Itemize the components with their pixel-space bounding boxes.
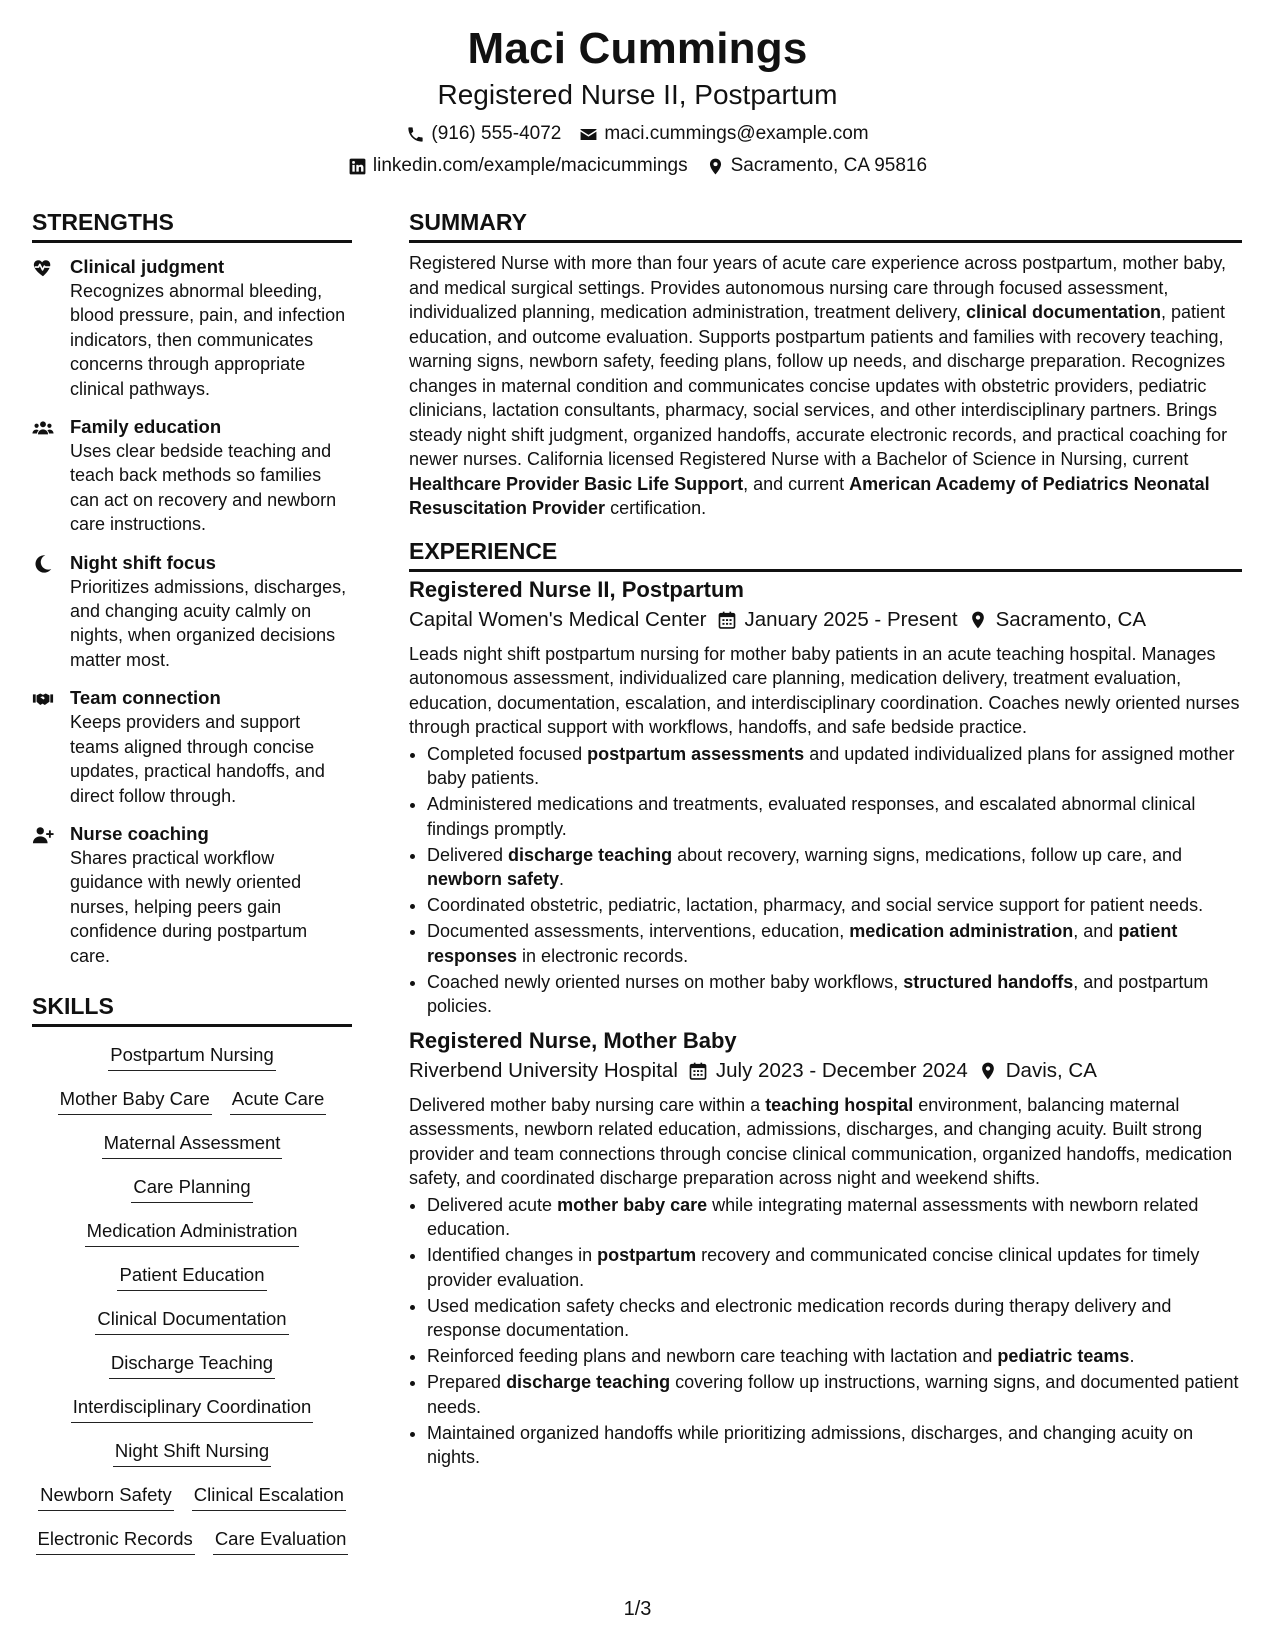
map-marker-icon: [706, 157, 725, 176]
strength-description: Shares practical workflow guidance with newly oriented nurses, helping peers gain confidence during postpartum care.: [70, 847, 308, 966]
job-location-text: Davis, CA: [1005, 1058, 1097, 1082]
text-segment: and updated individualized plans for assigned mother baby patients.: [427, 743, 1235, 788]
skill-row: [32, 1351, 352, 1379]
right-column: [409, 208, 1242, 1471]
text-segment: covering follow up instructions, warning signs, and documented patient needs.: [427, 1372, 1239, 1417]
strength-title: Team connection: [70, 687, 221, 709]
strength-icon-wrap: [32, 686, 70, 808]
calendar-icon: [717, 610, 737, 630]
linkedin-url[interactable]: linkedin.com/example/macicummings: [372, 155, 688, 176]
skill-tag: Discharge Teaching: [109, 1351, 275, 1379]
bold-text: discharge teaching: [506, 1372, 671, 1392]
left-column: [32, 208, 352, 1571]
strengths-list: [32, 255, 352, 968]
skill-tag: Night Shift Nursing: [113, 1439, 271, 1467]
job-entry: [409, 576, 1242, 1019]
experience-list: [409, 576, 1242, 1470]
candidate-name: Maci Cummings: [467, 24, 808, 73]
contact-row-2: [0, 154, 1275, 178]
bold-text: patient responses: [427, 921, 1178, 966]
text-segment: Completed focused: [427, 743, 588, 764]
strength-item: [32, 415, 352, 537]
text-segment: certification.: [605, 498, 707, 518]
bullet-item: [427, 919, 1242, 968]
text-segment: , patient education, and outcome evaluation. Supports postpartum patients and families with recovery teaching, warning signs, newborn safety, feeding plans, follow up needs, and discharge preparation. Recognizes changes in maternal condition and communicates concise updates with obstetric providers, pediatric clinicians, lactation consultants, pharmacy, social services, and other interdisciplinary partners. Brings steady night shift judgment, organized handoffs, accurate electronic records, and practical coaching for newer nurses. California licensed Registered Nurse with a Bachelor of Science in Nursing, current: [409, 302, 1228, 469]
candidate-title: Registered Nurse II, Postpartum: [437, 79, 838, 110]
bullet-item: [427, 742, 1242, 791]
bullet-item: [427, 1243, 1242, 1292]
strength-title: Night shift focus: [70, 551, 216, 573]
experience-heading: EXPERIENCE: [409, 537, 1242, 572]
phone-icon: [406, 125, 425, 144]
strength-icon-wrap: [32, 255, 70, 401]
bold-text: mother baby care: [557, 1194, 708, 1215]
bold-text: medication administration: [849, 921, 1074, 941]
strength-icon-wrap: [32, 415, 70, 537]
skill-tag: Medication Administration: [85, 1219, 300, 1247]
job-entry: [409, 1027, 1242, 1470]
strength-description: Keeps providers and support teams aligned through concise updates, practical handoffs, and direct follow through.: [70, 712, 325, 806]
phone-number: (916) 555-4072: [431, 123, 562, 144]
job-bullets: [409, 1193, 1242, 1470]
strength-title: Clinical judgment: [70, 256, 225, 277]
text-segment: Used medication safety checks and electronic medication records during therapy delivery and response documentation.: [427, 1295, 1172, 1340]
strength-icon-wrap: [32, 551, 70, 673]
job-meta: [409, 1057, 1242, 1085]
heart-pulse-icon: [32, 257, 54, 279]
skill-row: [32, 1307, 352, 1335]
page-number: 1/3: [623, 1598, 652, 1620]
skill-row: [32, 1439, 352, 1467]
email-contact[interactable]: [579, 122, 868, 146]
moon-icon: [32, 553, 54, 575]
text-segment: , and current: [743, 473, 850, 494]
skill-tag: Newborn Safety: [38, 1483, 174, 1511]
email-address[interactable]: maci.cummings@example.com: [604, 123, 869, 144]
text-segment: Delivered: [427, 844, 509, 865]
text-segment: environment, balancing maternal assessments, newborn related education, admissions, discharges, and changing acuity. Built strong provider and team connections through concise clinical communication, organized handoffs, medication safety, and coordinated discharge preparation across night and weekend shifts.: [409, 1094, 1233, 1188]
bold-text: pediatric teams: [997, 1346, 1130, 1366]
job-bullets: [409, 742, 1242, 1019]
strength-body: [70, 551, 352, 673]
calendar-icon: [688, 1061, 708, 1081]
text-segment: while integrating maternal assessments with newborn related education.: [427, 1194, 1199, 1239]
strength-description: Uses clear bedside teaching and teach back methods so families can act on recovery and newborn care instructions.: [70, 441, 337, 535]
job-description: Leads night shift postpartum nursing for mother baby patients in an acute teaching hospital. Manages autonomous assessment, individualized care planning, medication delivery, treatment evaluation, education, documentation, escalation, and interdisciplinary coordination. Coaches newly oriented nurses through practical support with workflows, handoffs, and safe bedside practice.: [409, 643, 1240, 737]
job-dates: [688, 1057, 968, 1085]
map-marker-icon: [978, 1061, 998, 1081]
skill-row: [32, 1087, 352, 1115]
skill-tag: Care Planning: [131, 1175, 252, 1203]
strengths-heading: STRENGTHS: [32, 208, 352, 243]
strength-item: [32, 822, 352, 968]
bold-text: postpartum: [597, 1245, 697, 1265]
bold-text: teaching hospital: [765, 1094, 914, 1115]
bold-text: newborn safety: [427, 869, 560, 889]
skill-row: [32, 1527, 352, 1555]
job-location-text: Sacramento, CA: [995, 607, 1147, 631]
skill-row: [32, 1483, 352, 1511]
job-title: Registered Nurse, Mother Baby: [409, 1027, 737, 1053]
linkedin-contact[interactable]: [348, 154, 688, 178]
text-segment: Reinforced feeding plans and newborn care teaching with lactation and: [427, 1346, 998, 1366]
handshake-icon: [32, 688, 54, 710]
skill-tag: Maternal Assessment: [102, 1131, 283, 1159]
bold-text: American Academy of Pediatrics Neonatal Resuscitation Provider: [409, 473, 1210, 518]
text-segment: Registered Nurse with more than four years of acute care experience across postpartum, mother baby, and medical surgical settings. Provides autonomous nursing care through focused assessment, individualized planning, medication administration, treatment delivery,: [409, 253, 1227, 322]
linkedin-icon: [348, 157, 367, 176]
text-segment: Prepared: [427, 1372, 507, 1392]
job-meta: [409, 606, 1242, 634]
skill-tag: Electronic Records: [36, 1527, 195, 1555]
skills-heading: SKILLS: [32, 992, 352, 1027]
job-dates: [717, 606, 958, 634]
job-location: [978, 1057, 1097, 1085]
skill-row: [32, 1395, 352, 1423]
text-segment: recovery and communicated concise clinical updates for timely provider evaluation.: [427, 1245, 1200, 1290]
skill-row: [32, 1219, 352, 1247]
strength-body: [70, 415, 352, 537]
resume-header: [0, 22, 1275, 178]
phone-contact: [406, 122, 561, 146]
text-segment: .: [559, 869, 565, 889]
text-segment: Coordinated obstetric, pediatric, lactation, pharmacy, and social service support for patient needs.: [427, 895, 1204, 915]
text-segment: Coached newly oriented nurses on mother baby workflows,: [427, 971, 904, 992]
skill-tag: Postpartum Nursing: [108, 1043, 275, 1071]
job-location: [968, 606, 1146, 634]
bullet-item: [427, 843, 1242, 892]
skill-tag: Acute Care: [230, 1087, 327, 1115]
strength-description: Recognizes abnormal bleeding, blood pressure, pain, and infection indicators, then communicates concerns through appropriate clinical pathways.: [70, 281, 346, 399]
bold-text: postpartum assessments: [587, 743, 805, 764]
bold-text: Healthcare Provider Basic Life Support: [409, 473, 744, 494]
strength-title: Nurse coaching: [70, 822, 209, 844]
skill-tag: Clinical Documentation: [95, 1307, 288, 1335]
strength-item: [32, 551, 352, 673]
contact-row-1: [0, 122, 1275, 146]
skill-row: [32, 1043, 352, 1071]
job-title: Registered Nurse II, Postpartum: [409, 576, 744, 602]
job-employer: Capital Women's Medical Center: [409, 607, 707, 631]
strength-body: [70, 822, 352, 968]
bullet-item: [427, 1370, 1242, 1419]
email-icon: [579, 125, 598, 144]
strength-body: [70, 686, 352, 808]
bold-text: discharge teaching: [508, 844, 673, 865]
job-employer: Riverbend University Hospital: [409, 1058, 678, 1082]
bold-text: clinical documentation: [965, 302, 1161, 322]
skills-list: [32, 1043, 352, 1555]
skill-row: [32, 1131, 352, 1159]
job-dates-text: January 2025 - Present: [744, 607, 958, 631]
strength-item: [32, 686, 352, 808]
users-icon: [32, 417, 54, 439]
bullet-item: [427, 1421, 1242, 1470]
text-segment: , and postpartum policies.: [427, 971, 1209, 1016]
job-description: [409, 1093, 1242, 1191]
strength-body: [70, 255, 352, 401]
summary-text: [409, 251, 1242, 521]
text-segment: in electronic records.: [517, 945, 689, 966]
skill-tag: Clinical Escalation: [192, 1483, 346, 1511]
skill-tag: Care Evaluation: [213, 1527, 349, 1555]
text-segment: Maintained organized handoffs while prioritizing admissions, discharges, and changing acuity on nights.: [427, 1422, 1194, 1467]
location-contact: [706, 154, 927, 178]
text-segment: Documented assessments, interventions, education,: [427, 921, 850, 941]
bullet-item: [427, 792, 1242, 841]
bullet-item: [427, 1294, 1242, 1343]
skill-row: [32, 1263, 352, 1291]
bullet-item: [427, 970, 1242, 1019]
bullet-item: [427, 1344, 1242, 1369]
text-segment: Delivered acute: [427, 1194, 558, 1215]
skill-row: [32, 1175, 352, 1203]
text-segment: Identified changes in: [427, 1245, 598, 1265]
job-dates-text: July 2023 - December 2024: [715, 1058, 968, 1082]
strength-item: [32, 255, 352, 401]
bold-text: structured handoffs: [903, 971, 1074, 992]
map-marker-icon: [968, 610, 988, 630]
text-segment: Delivered mother baby nursing care within a: [409, 1094, 766, 1115]
text-segment: Administered medications and treatments, evaluated responses, and escalated abnormal clinical findings promptly.: [427, 794, 1196, 839]
strength-title: Family education: [70, 416, 222, 438]
text-segment: .: [1129, 1346, 1135, 1366]
bullet-item: [427, 1193, 1242, 1242]
user-plus-icon: [32, 824, 54, 846]
skill-tag: Mother Baby Care: [58, 1087, 212, 1115]
location-text: Sacramento, CA 95816: [730, 155, 928, 176]
summary-heading: SUMMARY: [409, 208, 1242, 243]
text-segment: about recovery, warning signs, medications, follow up care, and: [672, 844, 1183, 865]
strength-description: Prioritizes admissions, discharges, and changing acuity calmly on nights, when organized decisions matter most.: [70, 576, 347, 670]
skill-tag: Interdisciplinary Coordination: [71, 1395, 314, 1423]
bullet-item: [427, 893, 1242, 918]
text-segment: , and: [1073, 921, 1119, 941]
strength-icon-wrap: [32, 822, 70, 968]
skill-tag: Patient Education: [117, 1263, 266, 1291]
